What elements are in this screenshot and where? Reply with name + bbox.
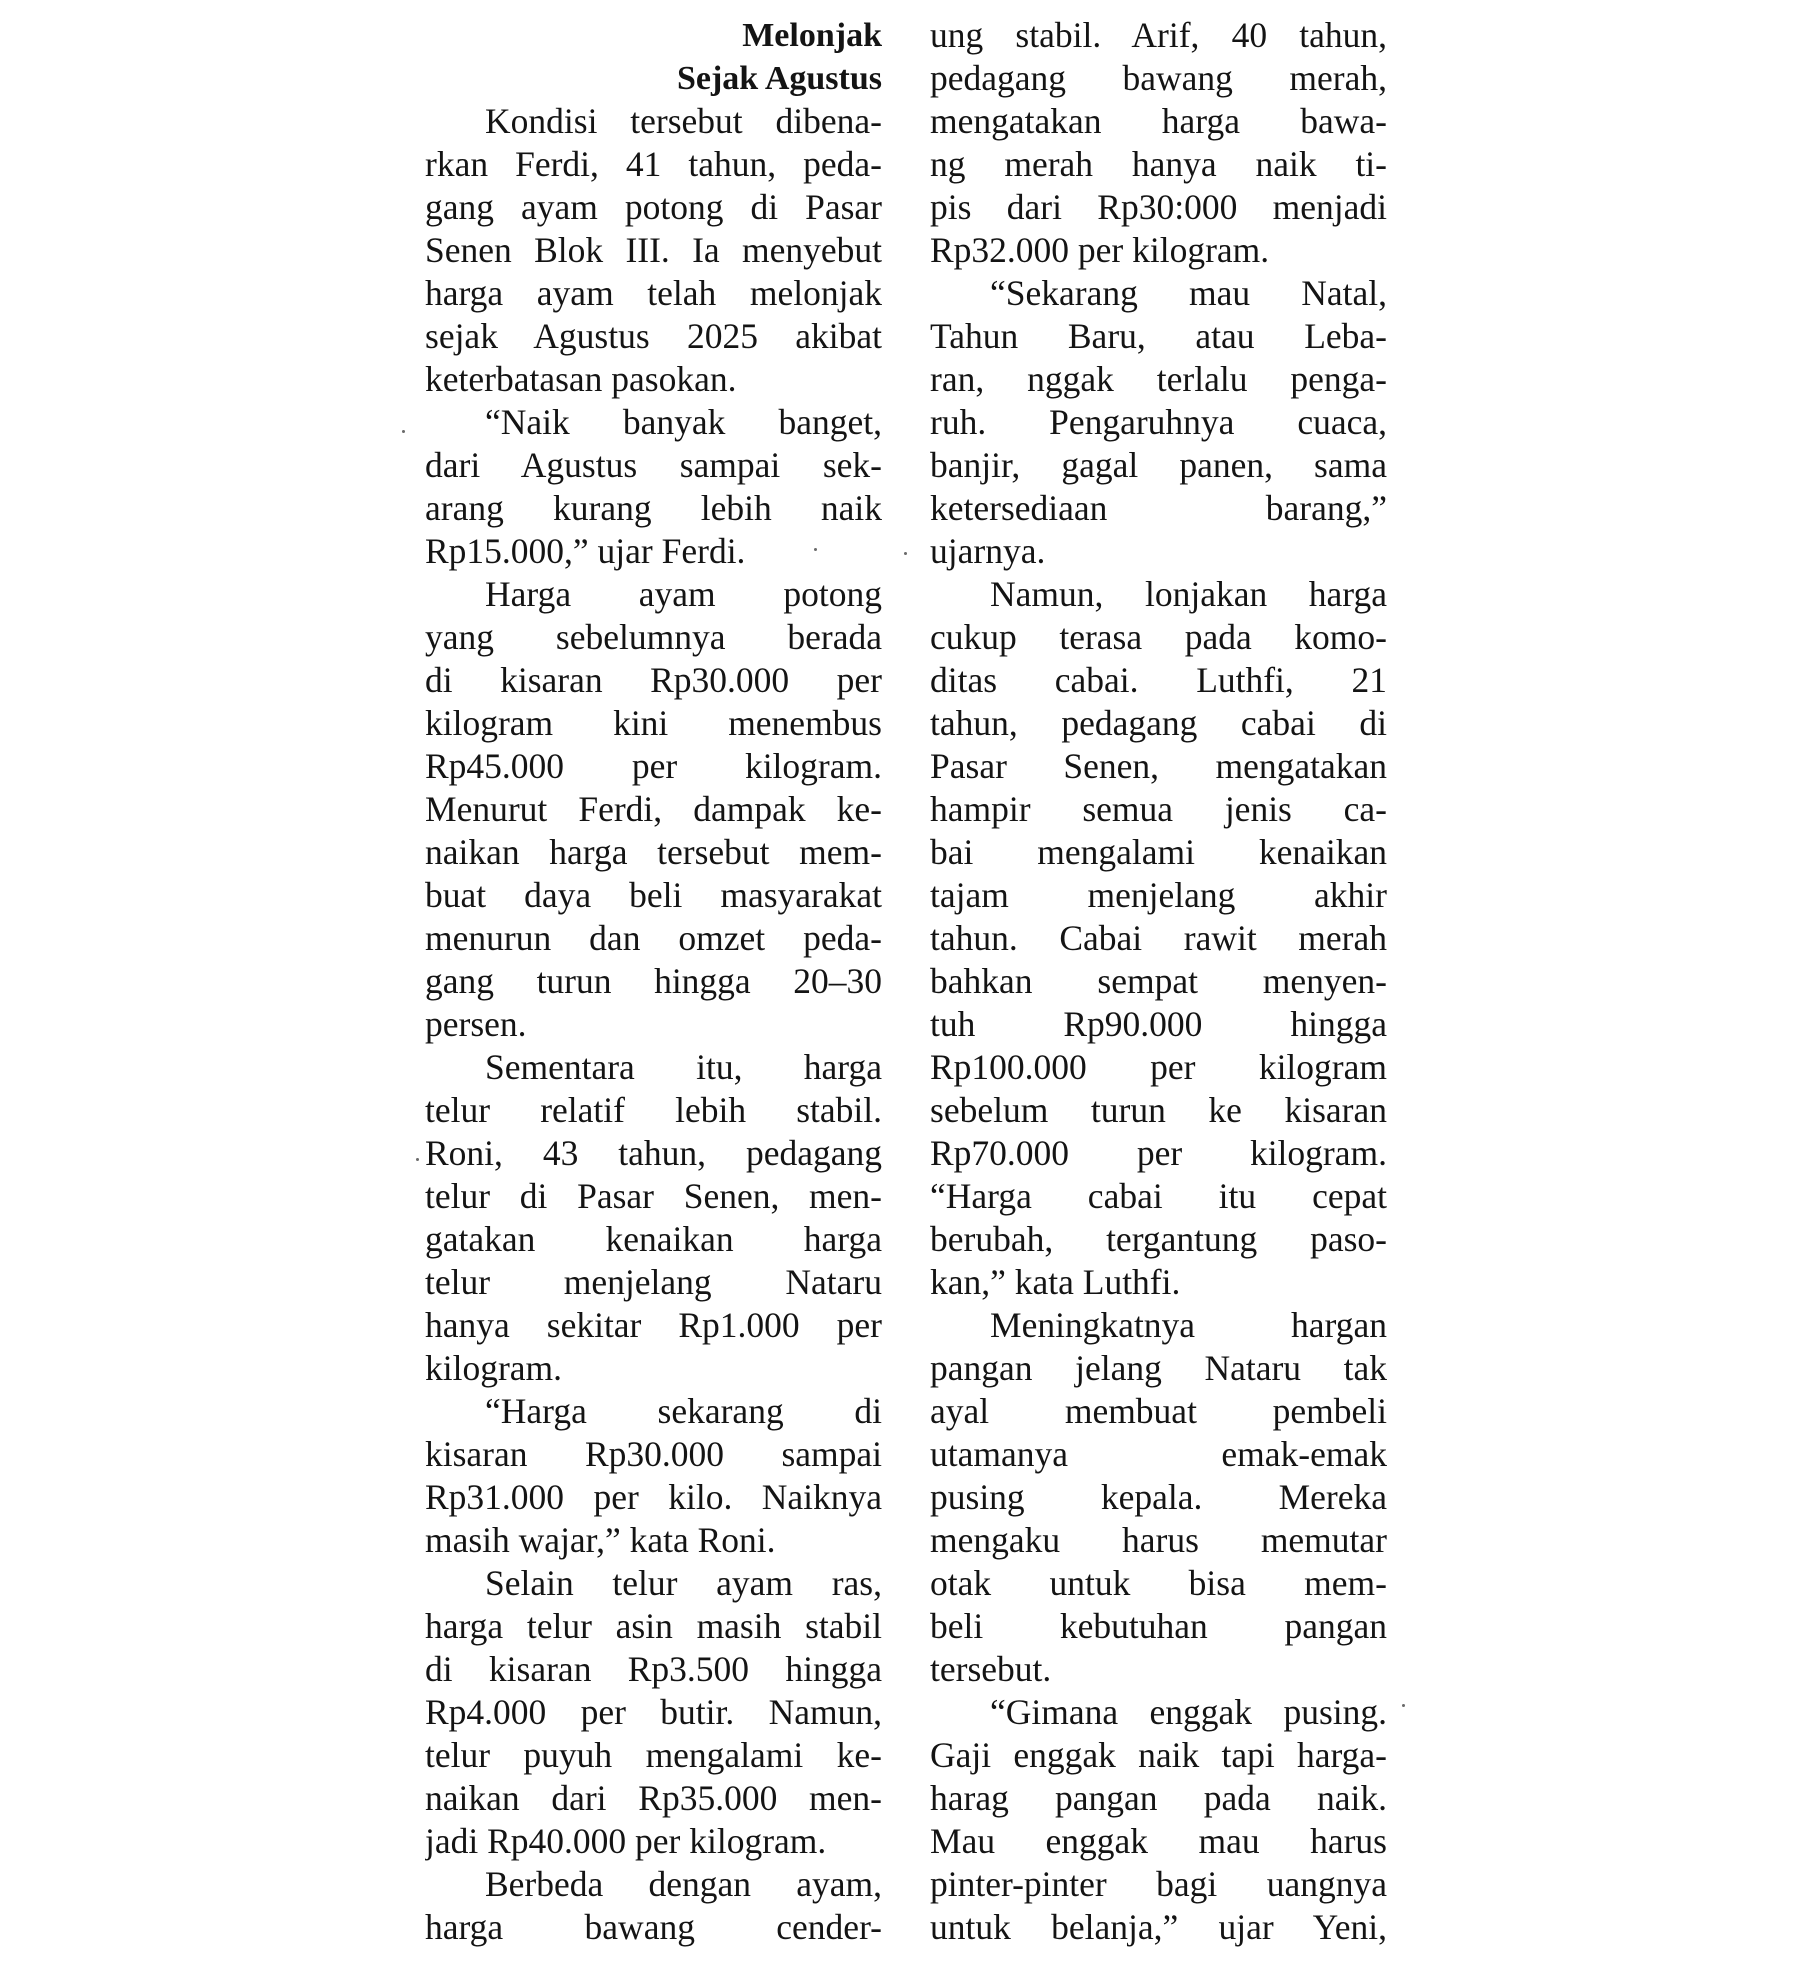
text-line: ruh. Pengaruhnya cuaca, xyxy=(930,402,1387,442)
scan-speck xyxy=(1402,1704,1405,1707)
text-line: Harga ayam potong xyxy=(485,574,882,614)
text-line: cukup terasa pada komo- xyxy=(930,617,1387,657)
text-line: Meningkatnya hargan xyxy=(990,1305,1387,1345)
text-line: Rp100.000 per kilogram xyxy=(930,1047,1387,1087)
text-line: mengatakan harga bawa- xyxy=(930,101,1387,141)
text-line: berubah, tergantung paso- xyxy=(930,1219,1387,1259)
text-line: Mau enggak mau harus xyxy=(930,1821,1387,1861)
text-line: dari Agustus sampai sek- xyxy=(425,445,882,485)
text-line: tajam menjelang akhir xyxy=(930,875,1387,915)
text-line: bahkan sempat menyen- xyxy=(930,961,1387,1001)
text-line: ng merah hanya naik ti- xyxy=(930,144,1387,184)
text-line: ketersediaan barang,” xyxy=(930,488,1387,528)
text-line: untuk belanja,” ujar Yeni, xyxy=(930,1907,1387,1947)
text-line: tahun, pedagang cabai di xyxy=(930,703,1387,743)
text-line: pusing kepala. Mereka xyxy=(930,1477,1387,1517)
text-line: Rp15.000,” ujar Ferdi. xyxy=(425,531,746,571)
text-line: arang kurang lebih naik xyxy=(425,488,882,528)
text-line: “Naik banyak banget, xyxy=(485,402,882,442)
text-line: Kondisi tersebut dibena- xyxy=(485,101,882,141)
text-line: naikan dari Rp35.000 men- xyxy=(425,1778,882,1818)
text-line: naikan harga tersebut mem- xyxy=(425,832,882,872)
scan-speck xyxy=(814,548,817,551)
text-line: beli kebutuhan pangan xyxy=(930,1606,1387,1646)
text-line: sejak Agustus 2025 akibat xyxy=(425,316,882,356)
text-line: masih wajar,” kata Roni. xyxy=(425,1520,776,1560)
text-line: pedagang bawang merah, xyxy=(930,58,1387,98)
text-line: tahun. Cabai rawit merah xyxy=(930,918,1387,958)
text-line: kilogram. xyxy=(425,1348,563,1388)
text-line: pinter-pinter bagi uangnya xyxy=(930,1864,1387,1904)
text-line: “Harga cabai itu cepat xyxy=(930,1176,1387,1216)
text-line: hampir semua jenis ca- xyxy=(930,789,1387,829)
text-line: telur puyuh mengalami ke- xyxy=(425,1735,882,1775)
text-line: kan,” kata Luthfi. xyxy=(930,1262,1181,1302)
text-line: yang sebelumnya berada xyxy=(425,617,882,657)
text-line: Namun, lonjakan harga xyxy=(990,574,1387,614)
scan-speck xyxy=(904,552,907,555)
text-line: hanya sekitar Rp1.000 per xyxy=(425,1305,882,1345)
text-line: gatakan kenaikan harga xyxy=(425,1219,882,1259)
text-line: Selain telur ayam ras, xyxy=(485,1563,882,1603)
text-line: di kisaran Rp3.500 hingga xyxy=(425,1649,882,1689)
text-line: Rp4.000 per butir. Namun, xyxy=(425,1692,882,1732)
text-line: buat daya beli masyarakat xyxy=(425,875,882,915)
text-line: harga ayam telah melonjak xyxy=(425,273,882,313)
text-line: telur menjelang Nataru xyxy=(425,1262,882,1302)
article-column-right xyxy=(930,14,1387,1949)
text-line: harga telur asin masih stabil xyxy=(425,1606,882,1646)
text-line: telur di Pasar Senen, men- xyxy=(425,1176,882,1216)
text-line: di kisaran Rp30.000 per xyxy=(425,660,882,700)
text-line: telur relatif lebih stabil. xyxy=(425,1090,882,1130)
subheading-line: Melonjak xyxy=(742,17,882,54)
text-line: kisaran Rp30.000 sampai xyxy=(425,1434,882,1474)
text-line: Rp32.000 per kilogram. xyxy=(930,230,1270,270)
text-line: harag pangan pada naik. xyxy=(930,1778,1387,1818)
text-line: ditas cabai. Luthfi, 21 xyxy=(930,660,1387,700)
text-line: Sementara itu, harga xyxy=(485,1047,882,1087)
text-line: ran, nggak terlalu penga- xyxy=(930,359,1387,399)
text-line: rkan Ferdi, 41 tahun, peda- xyxy=(425,144,882,184)
text-line: Roni, 43 tahun, pedagang xyxy=(425,1133,882,1173)
text-line: Senen Blok III. Ia menyebut xyxy=(425,230,882,270)
text-line: menurun dan omzet peda- xyxy=(425,918,882,958)
text-line: utamanya emak-emak xyxy=(930,1434,1387,1474)
text-line: ayal membuat pembeli xyxy=(930,1391,1387,1431)
text-line: keterbatasan pasokan. xyxy=(425,359,737,399)
text-line: banjir, gagal panen, sama xyxy=(930,445,1387,485)
subheading-line: Sejak Agustus xyxy=(676,60,882,97)
text-line: Rp31.000 per kilo. Naiknya xyxy=(425,1477,882,1517)
text-line: tuh Rp90.000 hingga xyxy=(930,1004,1387,1044)
text-line: “Harga sekarang di xyxy=(485,1391,882,1431)
scan-speck xyxy=(416,1158,419,1161)
text-line: Tahun Baru, atau Leba- xyxy=(930,316,1387,356)
text-line: “Gimana enggak pusing. xyxy=(990,1692,1387,1732)
text-line: ujarnya. xyxy=(930,531,1046,571)
text-line: sebelum turun ke kisaran xyxy=(930,1090,1387,1130)
text-line: ung stabil. Arif, 40 tahun, xyxy=(930,15,1387,55)
text-line: Rp70.000 per kilogram. xyxy=(930,1133,1387,1173)
text-line: Pasar Senen, mengatakan xyxy=(930,746,1387,786)
text-line: otak untuk bisa mem- xyxy=(930,1563,1387,1603)
text-line: gang ayam potong di Pasar xyxy=(425,187,882,227)
text-line: pangan jelang Nataru tak xyxy=(930,1348,1387,1388)
text-line: Gaji enggak naik tapi harga- xyxy=(930,1735,1387,1775)
text-line: Rp45.000 per kilogram. xyxy=(425,746,882,786)
text-line: tersebut. xyxy=(930,1649,1052,1689)
text-line: “Sekarang mau Natal, xyxy=(990,273,1387,313)
text-line: Menurut Ferdi, dampak ke- xyxy=(425,789,882,829)
article-column-left xyxy=(425,14,882,1949)
text-line: Berbeda dengan ayam, xyxy=(485,1864,882,1904)
text-line: harga bawang cender- xyxy=(425,1907,882,1947)
text-line: bai mengalami kenaikan xyxy=(930,832,1387,872)
text-line: gang turun hingga 20–30 xyxy=(425,961,882,1001)
text-line: persen. xyxy=(425,1004,527,1044)
scan-speck xyxy=(402,430,405,433)
text-line: pis dari Rp30:000 menjadi xyxy=(930,187,1387,227)
text-line: jadi Rp40.000 per kilogram. xyxy=(425,1821,827,1861)
text-line: kilogram kini menembus xyxy=(425,703,882,743)
text-line: mengaku harus memutar xyxy=(930,1520,1387,1560)
